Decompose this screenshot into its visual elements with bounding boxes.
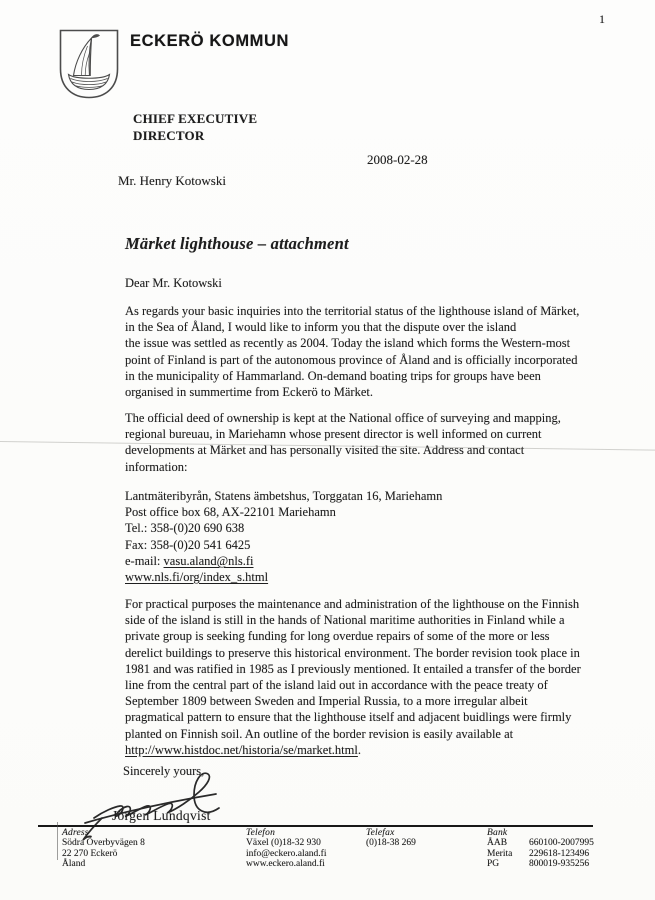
salutation: Dear Mr. Kotowski [125, 276, 222, 290]
paragraph-1-line: point of Finland is part of the autonomous province of Åland and is officially incorporated [125, 352, 578, 367]
page-number: 1 [599, 12, 605, 26]
footer-email-line: info@eckero.aland.fi [246, 848, 327, 859]
contact-block [125, 488, 442, 585]
paragraph-3-line: side of the island is still in the hands of National maritime authorities in Finland while a [125, 613, 565, 628]
signature-name: Jörgen Lundqvist [112, 808, 211, 823]
contact-email-line [125, 553, 442, 569]
bank-label: PG [487, 858, 500, 869]
footer-phone-header: Telefon [246, 828, 276, 838]
recipient-name: Mr. Henry Kotowski [118, 173, 226, 188]
footer-fax-line: (0)18-38 269 [366, 838, 416, 849]
sender-title [133, 110, 257, 144]
email-label: e-mail: [125, 553, 164, 568]
paragraph-3-line: derelict buildings to preserve this historical environment. The border revision took place in [125, 645, 580, 660]
paragraph-3-line: pragmatical pattern to ensure that the lighthouse itself and adjacent buidlings were firmly [125, 710, 572, 725]
contact-website-line [125, 569, 442, 585]
sender-title-line2: DIRECTOR [133, 128, 205, 143]
contact-tel-line: Tel.: 358-(0)20 690 638 [125, 521, 245, 536]
footer-address-column [62, 828, 145, 869]
footer-address-header: Adress [62, 828, 89, 838]
paragraph-3-line: planted on Finnish soil. An outline of the border revision is easily available at [125, 726, 514, 741]
paragraph-3-line: For practical purposes the maintenance and administration of the lighthouse on the Finnish [125, 597, 580, 611]
paragraph-2 [125, 410, 561, 475]
bank-label: Merita [487, 848, 513, 859]
footer-website-line: www.eckero.aland.fi [246, 858, 325, 869]
paragraph-1-line: As regards your basic inquiries into the territorial status of the lighthouse island of Märket, [125, 304, 580, 318]
paragraph-3-link-line [125, 742, 581, 758]
contact-fax-line: Fax: 358-(0)20 541 6425 [125, 537, 251, 552]
subject-line: Märket lighthouse – attachment [125, 234, 349, 253]
paragraph-1-line: organised in summertime from Eckerö to Märket. [125, 385, 373, 400]
paragraph-3-line: line from the central part of the island laid out in accordance with the peace treaty of [125, 678, 548, 693]
histdoc-link: http://www.histdoc.net/historia/se/market.html [125, 742, 358, 757]
footer-fax-header: Telefax [366, 828, 395, 838]
paragraph-2-line: developments at Märket and has personally visited the site. Address and contact [125, 443, 525, 458]
footer-bank-column [487, 828, 594, 869]
eckero-coat-of-arms-icon [57, 27, 121, 101]
closing: Sincerely yours, [123, 764, 205, 778]
organization-name: ECKERÖ KOMMUN [130, 32, 290, 50]
email-link: vasu.aland@nls.fi [163, 553, 254, 568]
footer-bank-row [487, 849, 594, 859]
footer-bank-header: Bank [487, 828, 508, 838]
paragraph-1 [125, 303, 579, 400]
website-link: www.nls.fi/org/index_s.html [125, 570, 269, 585]
footer-bank-row [487, 859, 594, 869]
contact-address-line: Lantmäteribyrån, Statens ämbetshus, Torggatan 16, Mariehamn [125, 489, 443, 503]
footer-bank-row [487, 838, 594, 848]
contact-postbox-line: Post office box 68, AX-22101 Mariehamn [125, 505, 336, 520]
bank-number: 800019-935256 [529, 858, 590, 869]
paragraph-2-line: information: [125, 459, 188, 474]
footer-divider [38, 825, 593, 827]
paragraph-3-line: 1981 and was ratified in 1985 as I previously mentioned. It entailed a transfer of the border [125, 661, 581, 676]
paragraph-2-line: regional bureuau, in Mariehamn whose present director is well informed on current [125, 427, 542, 442]
scan-artifact-mark [57, 822, 58, 860]
paragraph-3-line: September 1809 between Sweden and Imperial Russia, to a more irregular albeit [125, 694, 528, 709]
footer-address-line: Södra Överbyvägen 8 [62, 838, 145, 849]
paragraph-1-line: the issue was settled as recently as 2004. Today the island which forms the Western-most [125, 336, 571, 351]
paragraph-2-line: The official deed of ownership is kept at the National office of surveying and mapping, [125, 411, 561, 425]
paragraph-3-line: private group is seeking funding for long overdue repairs of some of the more or less [125, 629, 550, 644]
paragraph-1-line: in the Sea of Åland, I would like to inform you that the dispute over the island [125, 320, 517, 335]
footer-phone-line: Växel (0)18-32 930 [246, 838, 321, 849]
letter-date: 2008-02-28 [367, 152, 428, 167]
link-suffix: . [357, 742, 361, 757]
footer-address-line: Åland [62, 858, 86, 869]
bank-label: ÅAB [487, 838, 508, 849]
footer-address-line: 22 270 Eckerö [62, 848, 118, 859]
sailboat-shield-icon [57, 27, 121, 101]
bank-number: 229618-123496 [529, 848, 590, 859]
sender-title-line1: CHIEF EXECUTIVE [133, 111, 258, 126]
bank-number: 660100-2007995 [529, 838, 594, 849]
paragraph-1-line: in the municipality of Hammarland. On-demand boating trips for groups have been [125, 368, 541, 383]
footer-phone-column [246, 828, 327, 869]
paragraph-3 [125, 596, 581, 758]
footer-fax-column [366, 828, 416, 849]
